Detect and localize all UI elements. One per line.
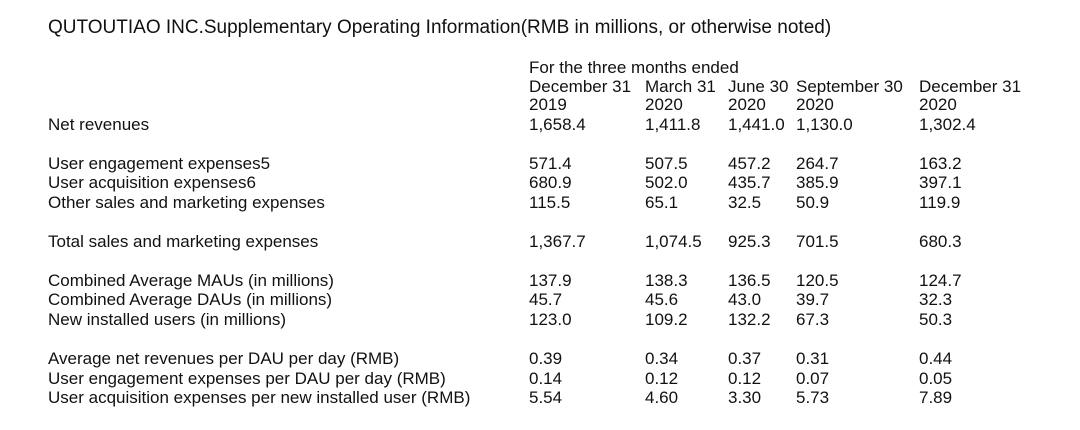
cell-value: 119.9 [919,193,961,212]
cell-value: 132.2 [728,310,771,329]
column-header-year: 2019 [529,95,567,114]
row-label: Net revenues [48,115,150,134]
row-label: Other sales and marketing expenses [48,193,325,212]
cell-value: 0.14 [529,369,563,388]
cell-value: 32.3 [919,290,953,309]
column-header-year: 2020 [645,95,683,114]
cell-value: 50.3 [919,310,953,329]
cell-value: 136.5 [728,271,771,290]
cell-value: 571.4 [529,154,572,173]
cell-value: 0.31 [796,349,830,368]
cell-value: 0.34 [645,349,679,368]
column-header-month: December 31 [919,77,1022,96]
cell-value: 0.05 [919,369,953,388]
cell-value: 1,367.7 [529,232,586,251]
cell-value: 1,302.4 [919,115,976,134]
cell-value: 138.3 [645,271,688,290]
cell-value: 7.89 [919,388,953,407]
cell-value: 120.5 [796,271,839,290]
column-header-month: June 30 [728,77,789,96]
cell-value: 0.07 [796,369,830,388]
cell-value: 701.5 [796,232,839,251]
cell-value: 50.9 [796,193,830,212]
cell-value: 45.7 [529,290,563,309]
column-header-month: March 31 [645,77,716,96]
cell-value: 67.3 [796,310,830,329]
row-label: User engagement expenses5 [48,154,271,173]
cell-value: 123.0 [529,310,572,329]
cell-value: 925.3 [728,232,771,251]
cell-value: 5.73 [796,388,830,407]
row-label: User engagement expenses per DAU per day (RMB) [48,369,446,388]
cell-value: 264.7 [796,154,839,173]
cell-value: 45.6 [645,290,679,309]
cell-value: 3.30 [728,388,762,407]
cell-value: 507.5 [645,154,688,173]
row-label: User acquisition expenses per new installed user (RMB) [48,388,471,407]
cell-value: 109.2 [645,310,688,329]
cell-value: 1,441.0 [728,115,785,134]
cell-value: 163.2 [919,154,962,173]
cell-value: 1,658.4 [529,115,586,134]
row-label: Combined Average DAUs (in millions) [48,290,333,309]
cell-value: 397.1 [919,173,962,192]
cell-value: 0.12 [645,369,679,388]
cell-value: 115.5 [529,193,571,212]
row-label: Combined Average MAUs (in millions) [48,271,334,290]
row-label: New installed users (in millions) [48,310,287,329]
cell-value: 124.7 [919,271,962,290]
cell-value: 385.9 [796,173,839,192]
cell-value: 5.54 [529,388,563,407]
cell-value: 1,130.0 [796,115,853,134]
cell-value: 435.7 [728,173,771,192]
cell-value: 0.37 [728,349,762,368]
column-header-year: 2020 [919,95,957,114]
column-header-year: 2020 [796,95,834,114]
column-header-month: December 31 [529,77,632,96]
column-header-year: 2020 [728,95,766,114]
cell-value: 4.60 [645,388,679,407]
cell-value: 32.5 [728,193,762,212]
cell-value: 0.12 [728,369,762,388]
cell-value: 457.2 [728,154,771,173]
cell-value: 1,411.8 [645,115,701,134]
cell-value: 65.1 [645,193,679,212]
column-header-month: September 30 [796,77,903,96]
cell-value: 680.3 [919,232,962,251]
cell-value: 0.39 [529,349,563,368]
cell-value: 137.9 [529,271,572,290]
cell-value: 680.9 [529,173,572,192]
report-title: QUTOUTIAO INC.Supplementary Operating Information(RMB in millions, or otherwise noted) [48,17,832,38]
row-label: Total sales and marketing expenses [48,232,319,251]
row-label: Average net revenues per DAU per day (RMB) [48,349,400,368]
cell-value: 502.0 [645,173,688,192]
period-label: For the three months ended [529,58,739,77]
cell-value: 0.44 [919,349,953,368]
row-label: User acquisition expenses6 [48,173,256,192]
cell-value: 1,074.5 [645,232,702,251]
cell-value: 39.7 [796,290,830,309]
cell-value: 43.0 [728,290,762,309]
